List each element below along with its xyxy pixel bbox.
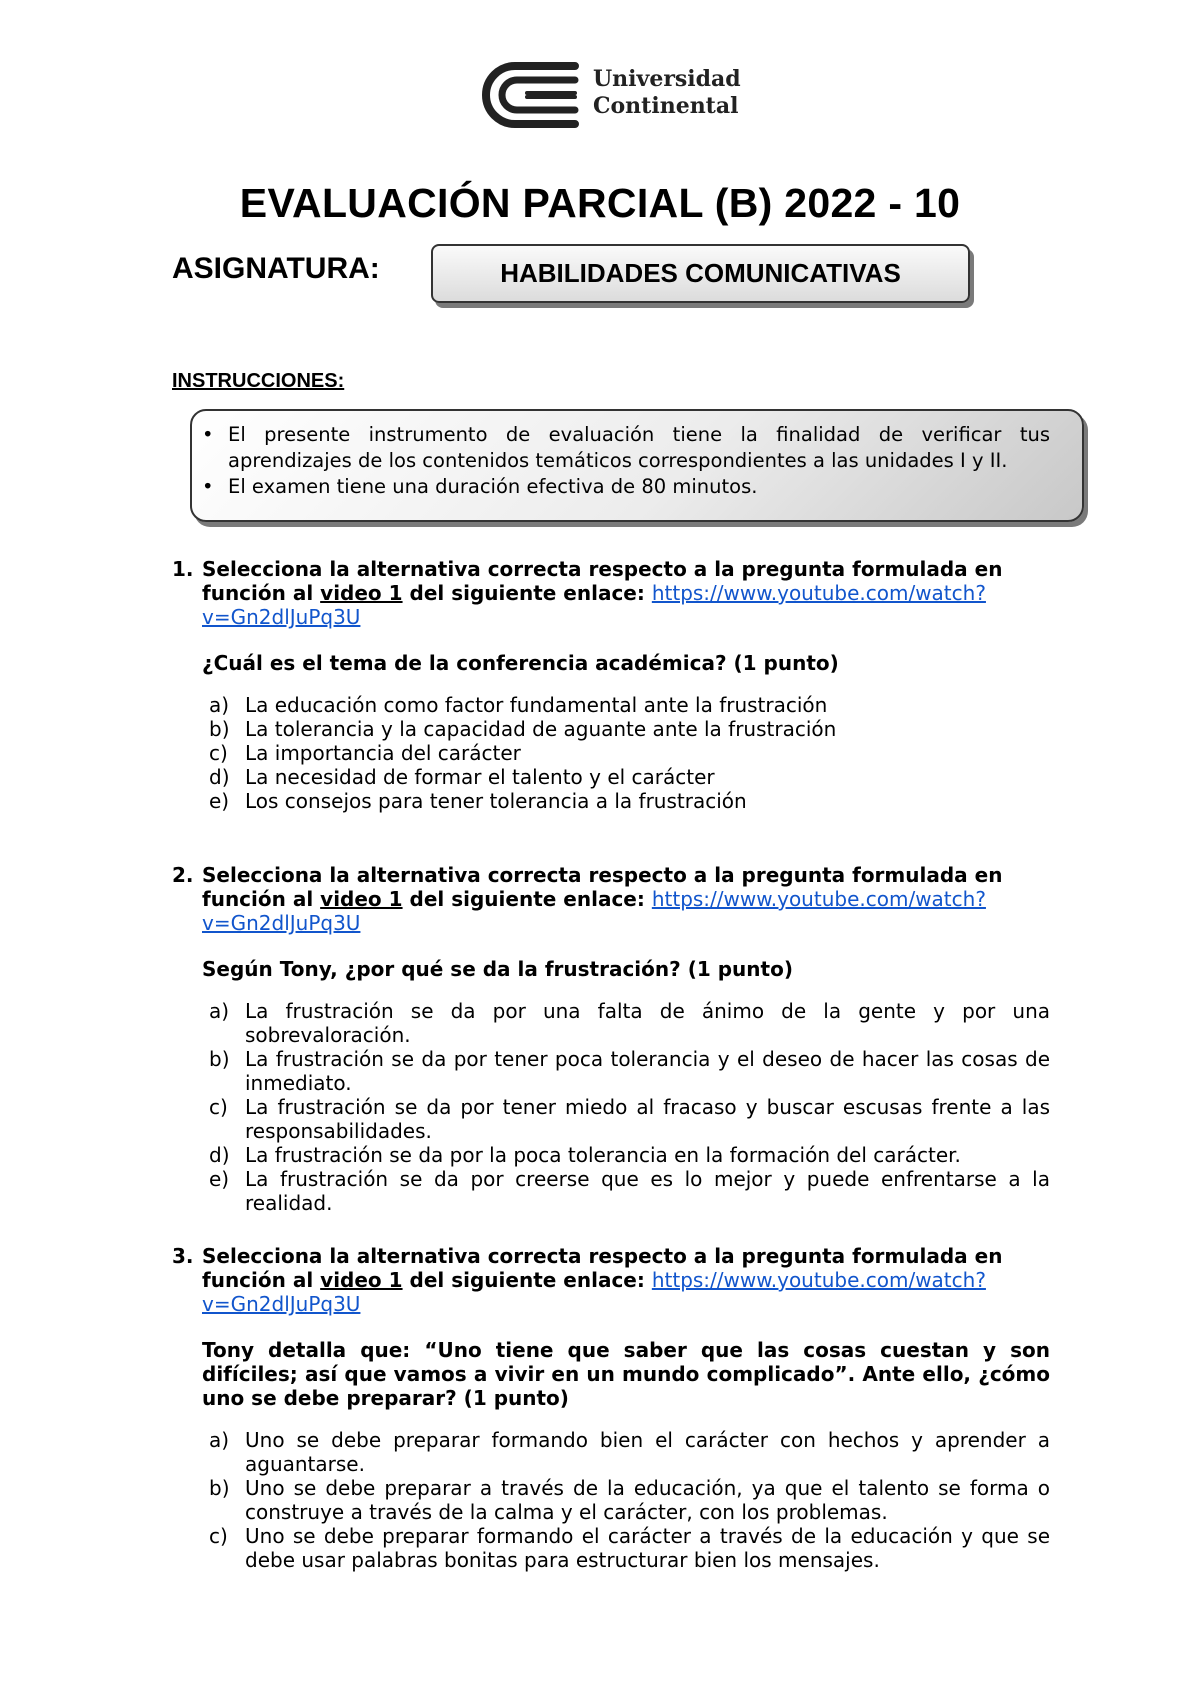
option-letter: a) <box>209 693 230 717</box>
option-text: La frustración se da por tener miedo al fracaso y buscar escusas frente a las responsabilidades. <box>245 1095 1050 1143</box>
option-e <box>202 1167 1050 1215</box>
option-letter: d) <box>209 765 230 789</box>
video-link[interactable]: https://www.youtube.com/watch?v=Gn2dlJuPq3U <box>202 1268 986 1316</box>
question-heading <box>172 1244 1050 1316</box>
bullet-icon: • <box>202 423 214 446</box>
option-letter: b) <box>209 1476 230 1500</box>
option-c <box>202 1095 1050 1143</box>
video-link[interactable]: https://www.youtube.com/watch?v=Gn2dlJuPq3U <box>202 887 986 935</box>
logo-line-2: Continental <box>593 93 739 119</box>
logo-text <box>593 66 741 120</box>
university-logo <box>475 60 785 130</box>
option-text: La frustración se da por tener poca tolerancia y el deseo de hacer las cosas de inmediato. <box>245 1047 1050 1095</box>
question-prompt: Tony detalla que: “Uno tiene que saber que las cosas cuestan y son difíciles; así que vamos a vivir en un mundo complicado”. Ante ello, ¿cómo uno se debe preparar? (1 punto) <box>202 1338 1050 1410</box>
question-number: 3. <box>172 1244 194 1268</box>
continental-logo-icon <box>475 60 585 130</box>
instruction-item <box>200 474 1050 500</box>
option-b <box>202 717 1050 741</box>
subject-label: ASIGNATURA: <box>172 252 380 285</box>
video-link[interactable]: https://www.youtube.com/watch?v=Gn2dlJuPq3U <box>202 581 986 629</box>
question-number: 1. <box>172 557 194 581</box>
option-text: Uno se debe preparar formando el carácter a través de la educación y que se debe usar palabras bonitas para estructurar bien los mensajes. <box>245 1524 1050 1572</box>
option-letter: c) <box>209 1524 228 1548</box>
option-text: La frustración se da por la poca tolerancia en la formación del carácter. <box>245 1143 961 1167</box>
question-heading <box>172 863 1050 935</box>
option-letter: a) <box>209 999 230 1023</box>
subject-value: HABILIDADES COMUNICATIVAS <box>500 258 901 288</box>
option-letter: b) <box>209 717 230 741</box>
bullet-icon: • <box>202 475 214 498</box>
instructions-list <box>200 422 1050 500</box>
logo-line-1: Universidad <box>593 66 741 92</box>
question-heading <box>172 557 1050 629</box>
question-heading-text: Selecciona la alternativa correcta respecto a la pregunta formulada en función al <box>202 1244 1003 1292</box>
option-text: La educación como factor fundamental ante la frustración <box>245 693 828 717</box>
option-text: La tolerancia y la capacidad de aguante ante la frustración <box>245 717 837 741</box>
page-title: EVALUACIÓN PARCIAL (B) 2022 - 10 <box>239 180 961 226</box>
option-letter: a) <box>209 1428 230 1452</box>
option-letter: c) <box>209 741 228 765</box>
option-text: Uno se debe preparar formando bien el carácter con hechos y aprender a aguantarse. <box>245 1428 1050 1476</box>
question-3 <box>172 1244 1050 1572</box>
option-c <box>202 1524 1050 1572</box>
option-b <box>202 1476 1050 1524</box>
video-reference: video 1 <box>320 1268 403 1292</box>
question-heading-text: Selecciona la alternativa correcta respecto a la pregunta formulada en función al <box>202 557 1003 605</box>
option-a <box>202 693 1050 717</box>
question-heading-text-end: del siguiente enlace: <box>402 1268 652 1292</box>
option-text: La necesidad de formar el talento y el carácter <box>245 765 715 789</box>
question-heading-text-end: del siguiente enlace: <box>402 581 652 605</box>
video-reference: video 1 <box>320 581 403 605</box>
option-letter: e) <box>209 1167 230 1191</box>
instruction-item <box>200 422 1050 474</box>
question-heading-text-end: del siguiente enlace: <box>402 887 652 911</box>
option-text: La importancia del carácter <box>245 741 521 765</box>
option-d <box>202 1143 1050 1167</box>
option-text: La frustración se da por creerse que es lo mejor y puede enfrentarse a la realidad. <box>245 1167 1050 1215</box>
option-text: La frustración se da por una falta de ánimo de la gente y por una sobrevaloración. <box>245 999 1050 1047</box>
instructions-heading: INSTRUCCIONES: <box>172 370 345 392</box>
question-prompt: Según Tony, ¿por qué se da la frustración? (1 punto) <box>202 957 793 981</box>
instruction-text: El examen tiene una duración efectiva de 80 minutos. <box>228 475 758 498</box>
option-text: Los consejos para tener tolerancia a la frustración <box>245 789 747 813</box>
option-letter: c) <box>209 1095 228 1119</box>
option-letter: d) <box>209 1143 230 1167</box>
question-heading-text: Selecciona la alternativa correcta respecto a la pregunta formulada en función al <box>202 863 1003 911</box>
options-list <box>172 999 1050 1215</box>
options-list <box>172 693 1050 813</box>
instructions-box <box>190 409 1084 522</box>
video-reference: video 1 <box>320 887 403 911</box>
options-list <box>172 1428 1050 1572</box>
option-a <box>202 999 1050 1047</box>
question-1 <box>172 557 1050 813</box>
option-e <box>202 789 1050 813</box>
question-prompt: ¿Cuál es el tema de la conferencia académica? (1 punto) <box>202 651 839 675</box>
option-letter: e) <box>209 789 230 813</box>
option-a <box>202 1428 1050 1476</box>
option-text: Uno se debe preparar a través de la educación, ya que el talento se forma o construye a través de la calma y el carácter, con los problemas. <box>245 1476 1050 1524</box>
question-number: 2. <box>172 863 194 887</box>
option-c <box>202 741 1050 765</box>
instruction-text: El presente instrumento de evaluación tiene la finalidad de verificar tus aprendizajes de los contenidos temáticos correspondientes a las unidades I y II. <box>228 423 1050 472</box>
question-2 <box>172 863 1050 1215</box>
subject-box <box>431 244 970 303</box>
option-d <box>202 765 1050 789</box>
option-b <box>202 1047 1050 1095</box>
option-letter: b) <box>209 1047 230 1071</box>
